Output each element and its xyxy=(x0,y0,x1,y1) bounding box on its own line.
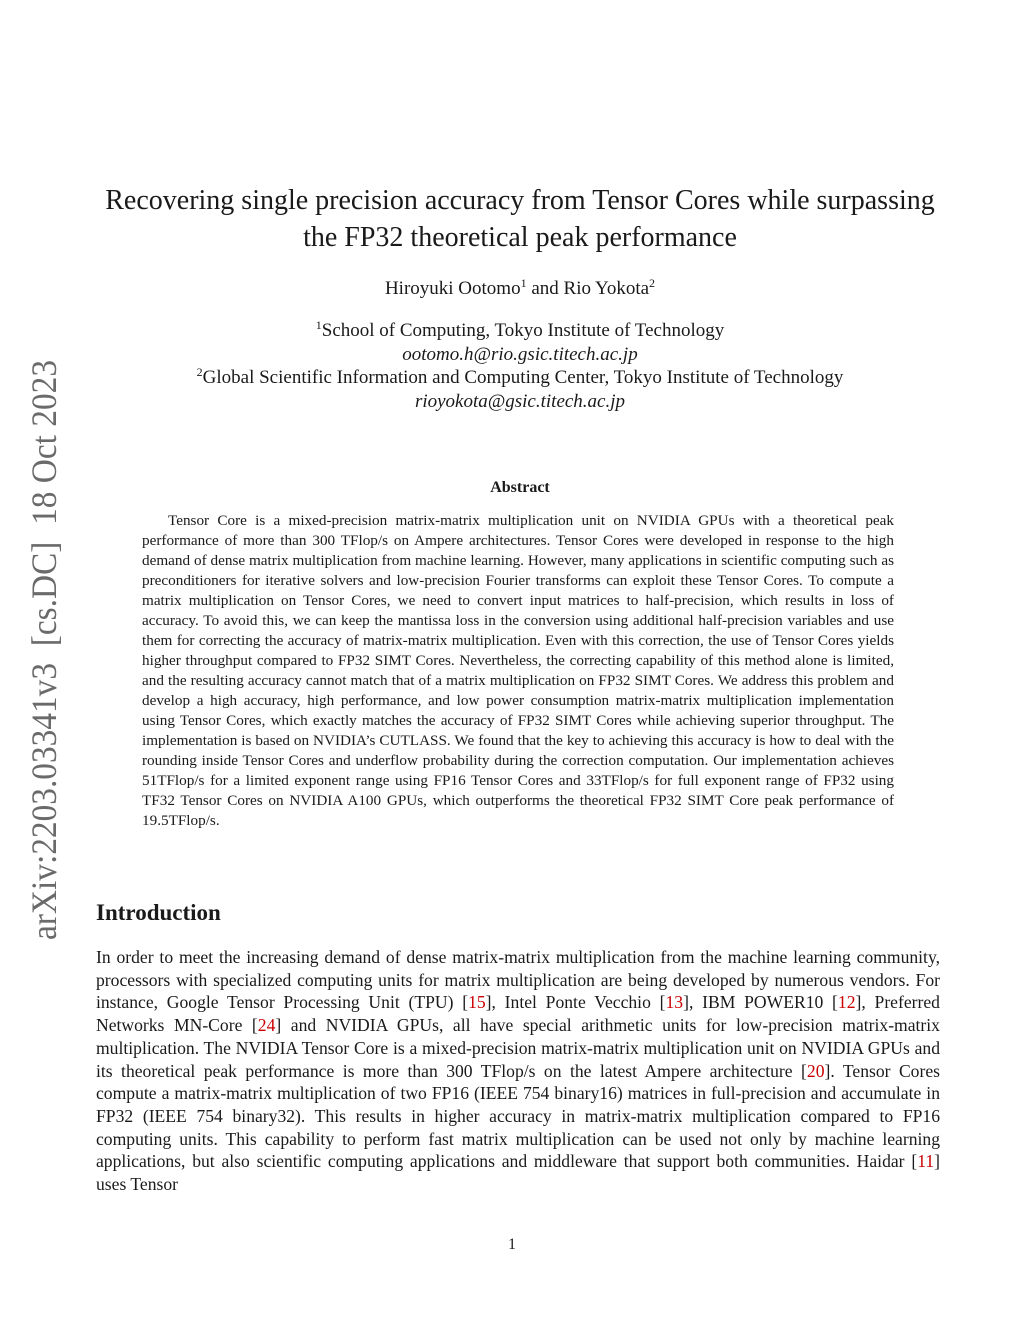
citation-link[interactable]: 20 xyxy=(806,1060,825,1081)
author-name: Hiroyuki Ootomo xyxy=(384,278,521,299)
intro-text: ], IBM POWER10 [ xyxy=(683,992,838,1013)
citation-link[interactable]: 13 xyxy=(665,992,684,1013)
intro-text: ] uses Tensor xyxy=(96,1151,940,1195)
citation-link[interactable]: 12 xyxy=(837,992,856,1013)
author-email: rioyokota@gsic.titech.ac.jp xyxy=(414,390,626,412)
affiliation-name: Global Scientific Information and Computing Center, Tokyo Institute of Technology xyxy=(202,367,844,388)
citation-link[interactable]: 11 xyxy=(917,1151,935,1172)
intro-text: ], Intel Ponte Vecchio [ xyxy=(485,992,666,1013)
affiliation xyxy=(80,366,960,390)
author-affiliation-mark: 1 xyxy=(520,276,527,290)
author-email: ootomo.h@rio.gsic.titech.ac.jp xyxy=(402,343,638,365)
intro-text: ], Preferred Networks MN-Core [ xyxy=(96,992,940,1036)
affiliation xyxy=(80,319,960,343)
abstract-body: Tensor Core is a mixed-precision matrix-matrix multiplication unit on NVIDIA GPUs with a theoretical peak performance of more than 300 TFlop/s on Ampere architectures. Tensor Cores were developed in response to the high demand of dense matrix multiplication from machine learning. However, many applications in scientific computing such as preconditioners for iterative solvers and low-precision Fourier transforms can exploit these Tensor Cores. To compute a matrix multiplication on Tensor Cores, we need to convert input matrices to half-precision, which results in loss of accuracy. To avoid this, we can keep the mantissa loss in the conversion using additional half-precision variables and use them for correcting the accuracy of matrix-matrix multiplication. Even with this correction, the use of Tensor Cores yields higher throughput compared to FP32 SIMT Cores. Nevertheless, the correcting capability of this method alone is limited, and the resulting accuracy cannot match that of a matrix multiplication on FP32 SIMT Cores. We address this problem and develop a high accuracy, high performance, and low power consumption matrix-matrix multiplication implementation using Tensor Cores, which exactly matches the accuracy of FP32 SIMT Cores while achieving superior throughput. The implementation is based on NVIDIA’s CUTLASS. We found that the key to achieving this accuracy is how to deal with the rounding inside Tensor Cores and underflow probability during the correction computation. Our implementation achieves 51TFlop/s for a limited exponent range using FP16 Tensor Cores and 33TFlop/s for full exponent range of FP32 using TF32 Tensor Cores on NVIDIA A100 GPUs, which outperforms the theoretical FP32 SIMT Core peak performance of 19.5TFlop/s. xyxy=(142,512,894,829)
introduction-body xyxy=(96,946,940,1196)
intro-text: ] and NVIDIA GPUs, all have special arithmetic units for low-precision matrix-matrix multiplication. The NVIDIA Tensor Core is a mixed-precision matrix-matrix multiplication unit on NVIDIA GPUs and its theoretical peak performance is more than 300 TFlop/s on the latest Ampere architecture [ xyxy=(96,1015,940,1081)
arxiv-stamp-text: arXiv:2203.03341v3 [cs.DC] 18 Oct 2023 xyxy=(24,355,64,940)
citation-link[interactable]: 24 xyxy=(257,1015,276,1036)
author-list xyxy=(80,278,960,300)
author-joiner: and xyxy=(531,278,559,299)
author-name: Rio Yokota xyxy=(563,278,650,299)
affiliation-mark: 2 xyxy=(196,365,203,379)
abstract-heading: Abstract xyxy=(490,479,550,496)
affiliation-mark: 1 xyxy=(315,318,322,332)
intro-text: In order to meet the increasing demand of dense matrix-matrix multiplication from the machine learning community, processors with specialized computing units for matrix multiplication are being developed by numerous vendors. For instance, Google Tensor Processing Unit (TPU) [ xyxy=(96,947,940,1013)
title-line-2: the FP32 theoretical peak performance xyxy=(303,222,737,253)
affiliation-name: School of Computing, Tokyo Institute of Technology xyxy=(321,320,725,341)
page-number: 1 xyxy=(508,1236,516,1253)
citation-link[interactable]: 15 xyxy=(468,992,486,1013)
affiliations xyxy=(80,319,960,413)
author-affiliation-mark: 2 xyxy=(649,276,656,290)
intro-text: ]. Tensor Cores compute a matrix-matrix multiplication of two FP16 (IEEE 754 binary16) matrices in full-precision and accumulate in FP32 (IEEE 754 binary32). This results in higher accuracy in matrix-matrix multiplication compared to FP16 computing units. This capability to perform fast matrix multiplication can be used not only by machine learning applications, but also scientific computing applications and middleware that support both communities. Haidar [ xyxy=(96,1060,940,1172)
title-line-1: Recovering single precision accuracy from Tensor Cores while surpassing xyxy=(105,185,935,216)
paper-title xyxy=(80,182,960,256)
arxiv-identifier-stamp xyxy=(14,355,74,940)
introduction-heading: Introduction xyxy=(96,900,221,925)
